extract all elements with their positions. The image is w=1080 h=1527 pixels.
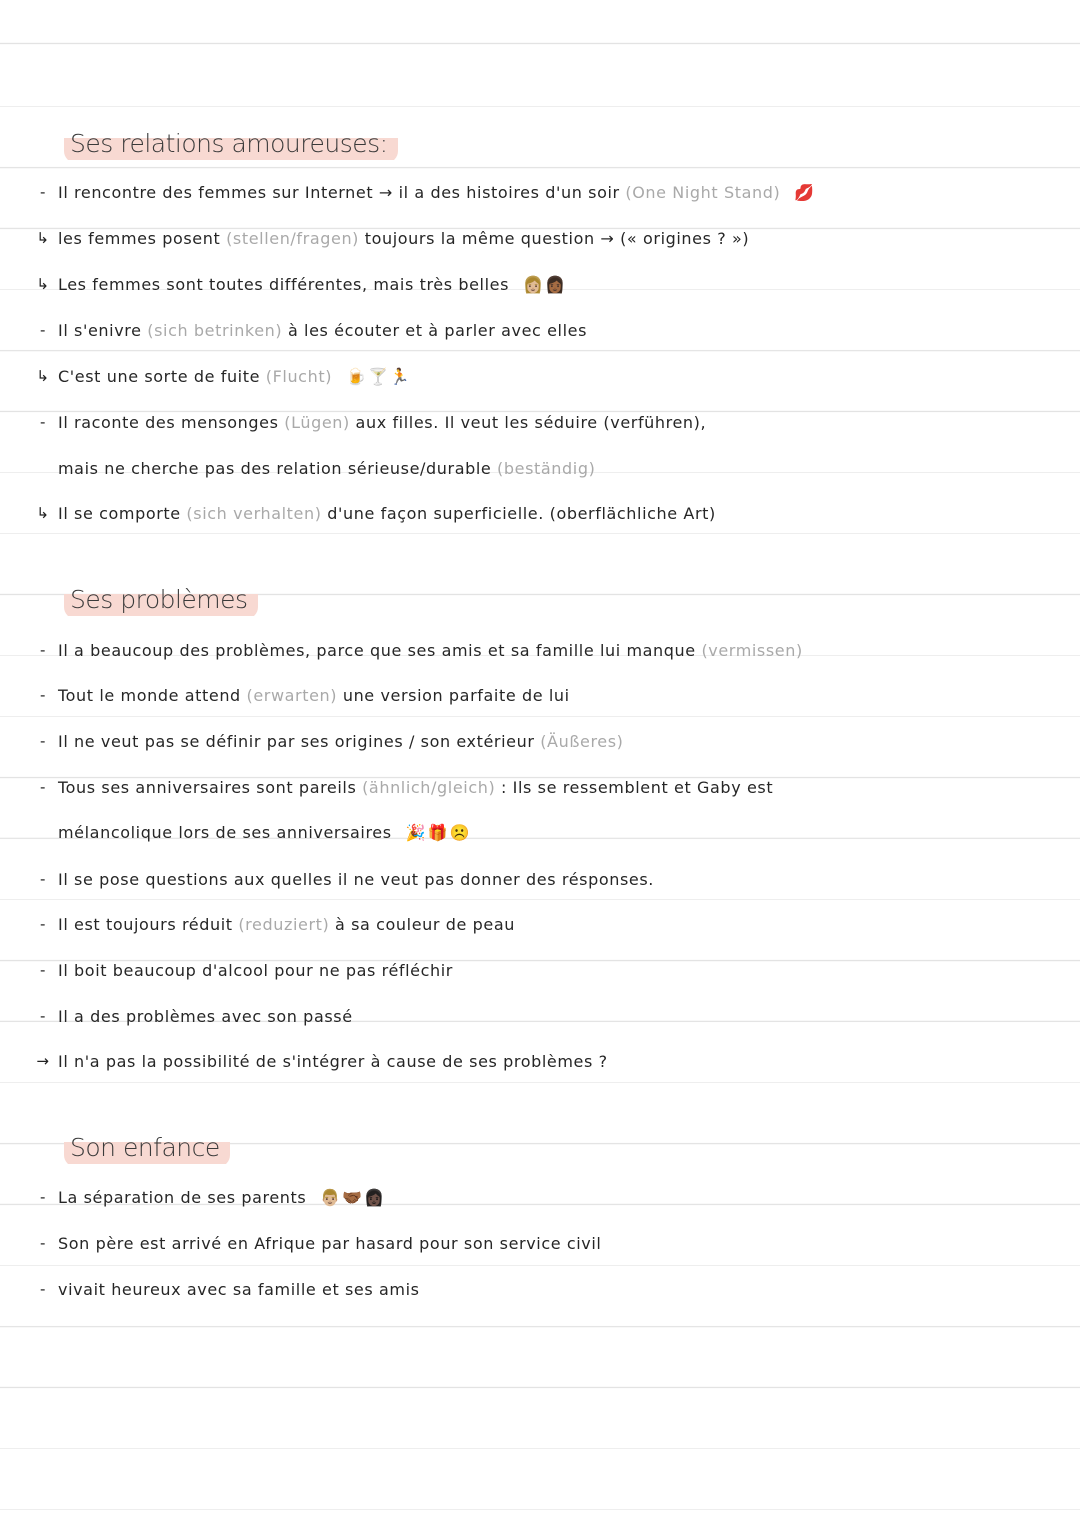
bullet: - (39, 641, 46, 659)
translation-gloss: (One Night Stand) (625, 182, 781, 202)
note-text: Il n'a pas la possibilité de s'intégrer à cause de ses problèmes ? (58, 1051, 608, 1071)
section-heading-problems: Ses problèmes (64, 582, 258, 619)
party-gift-sad-icon: 🎉🎁☹️ (405, 822, 472, 842)
bullet: - (39, 732, 46, 750)
note-line (28, 1228, 1020, 1258)
bullet: - (39, 686, 46, 704)
section-heading-relations: Ses relations amoureuses: (64, 126, 398, 163)
arrow-bullet: ↳ (36, 275, 50, 293)
note-text: Son père est arrivé en Afrique par hasard pour son service civil (58, 1233, 602, 1253)
note-text: C'est une sorte de fuite (58, 366, 261, 386)
note-text: Il raconte des mensonges (58, 412, 279, 432)
note-text: Il rencontre des femmes sur Internet → il a des histoires d'un soir (58, 182, 620, 202)
note-tail: à sa couleur de peau (335, 914, 515, 934)
note-line (28, 817, 1020, 847)
note-line (28, 315, 1020, 345)
translation-gloss: (reduziert) (238, 914, 330, 934)
note-line (28, 635, 1020, 665)
translation-gloss: (Lügen) (284, 412, 350, 432)
bullet: - (39, 961, 46, 979)
note-line (28, 223, 1020, 253)
bullet: - (39, 1234, 46, 1252)
note-line (28, 407, 1020, 437)
translation-gloss: (sich betrinken) (147, 320, 283, 340)
note-tail: à les écouter et à parler avec elles (287, 320, 588, 340)
note-line (28, 864, 1020, 894)
note-text: mais ne cherche pas des relation sérieuse/durable (58, 458, 492, 478)
note-line (28, 955, 1020, 985)
note-text: mélancolique lors de ses anniversaires (58, 822, 392, 842)
note-tail: : Ils se ressemblent et Gaby est (500, 777, 774, 797)
note-line (28, 498, 1020, 528)
bullet: - (39, 778, 46, 796)
note-text: La séparation de ses parents (58, 1187, 307, 1207)
translation-gloss: (Flucht) (265, 366, 333, 386)
section-heading-childhood: Son enfance (64, 1130, 230, 1167)
translation-gloss: (erwarten) (246, 685, 338, 705)
parents-separation-icon: 👨🏼🤝🏾👩🏿 (320, 1187, 387, 1207)
note-text: Il se comporte (58, 503, 181, 523)
note-text: Tous ses anniversaires sont pareils (58, 777, 357, 797)
bullet: - (39, 1280, 46, 1298)
note-tail: une version parfaite de lui (342, 685, 570, 705)
bullet: - (39, 870, 46, 888)
note-line (28, 1274, 1020, 1304)
note-text: Il a beaucoup des problèmes, parce que ses amis et sa famille lui manque (58, 640, 696, 660)
translation-gloss: (sich verhalten) (186, 503, 322, 523)
note-tail: aux filles. Il veut les séduire (verführen), (355, 412, 707, 432)
note-text: Il ne veut pas se définir par ses origines / son extérieur (58, 731, 535, 751)
note-line (28, 772, 1020, 802)
arrow-bullet: ↳ (36, 367, 50, 385)
note-line (28, 1001, 1020, 1031)
note-line (28, 680, 1020, 710)
note-line (28, 1182, 1020, 1212)
bullet: - (39, 183, 46, 201)
note-line (28, 909, 1020, 939)
women-icon: 👩🏼👩🏾 (523, 274, 567, 294)
arrow-bullet: → (36, 1052, 50, 1070)
note-tail: toujours la même question → (« origines ? ») (364, 228, 750, 248)
note-line (28, 453, 1020, 483)
translation-gloss: (Äußeres) (540, 731, 624, 751)
bullet: - (39, 413, 46, 431)
note-text: Les femmes sont toutes différentes, mais très belles (58, 274, 510, 294)
note-text: Il a des problèmes avec son passé (58, 1006, 353, 1026)
note-tail: d'une façon superficielle. (oberflächliche Art) (327, 503, 716, 523)
note-line (28, 726, 1020, 756)
note-text: vivait heureux avec sa famille et ses amis (58, 1279, 420, 1299)
note-text: Il boit beaucoup d'alcool pour ne pas réfléchir (58, 960, 453, 980)
translation-gloss: (stellen/fragen) (226, 228, 360, 248)
note-line (28, 177, 1020, 207)
bullet: - (39, 915, 46, 933)
note-line (28, 361, 1020, 391)
bullet: - (39, 1188, 46, 1206)
note-line (28, 269, 1020, 299)
kiss-icon: 💋 (794, 182, 817, 202)
note-text: les femmes posent (58, 228, 221, 248)
bullet: - (39, 1007, 46, 1025)
note-text: Tout le monde attend (58, 685, 241, 705)
arrow-bullet: ↳ (36, 229, 50, 247)
note-text: Il s'enivre (58, 320, 142, 340)
translation-gloss: (ähnlich/gleich) (362, 777, 496, 797)
drinks-running-icon: 🍺🍸🏃 (346, 366, 412, 386)
note-text: Il est toujours réduit (58, 914, 233, 934)
bullet: - (39, 321, 46, 339)
arrow-bullet: ↳ (36, 504, 50, 522)
note-line (28, 1046, 1020, 1076)
note-text: Il se pose questions aux quelles il ne veut pas donner des résponses. (58, 869, 654, 889)
translation-gloss: (beständig) (497, 458, 596, 478)
translation-gloss: (vermissen) (701, 640, 803, 660)
